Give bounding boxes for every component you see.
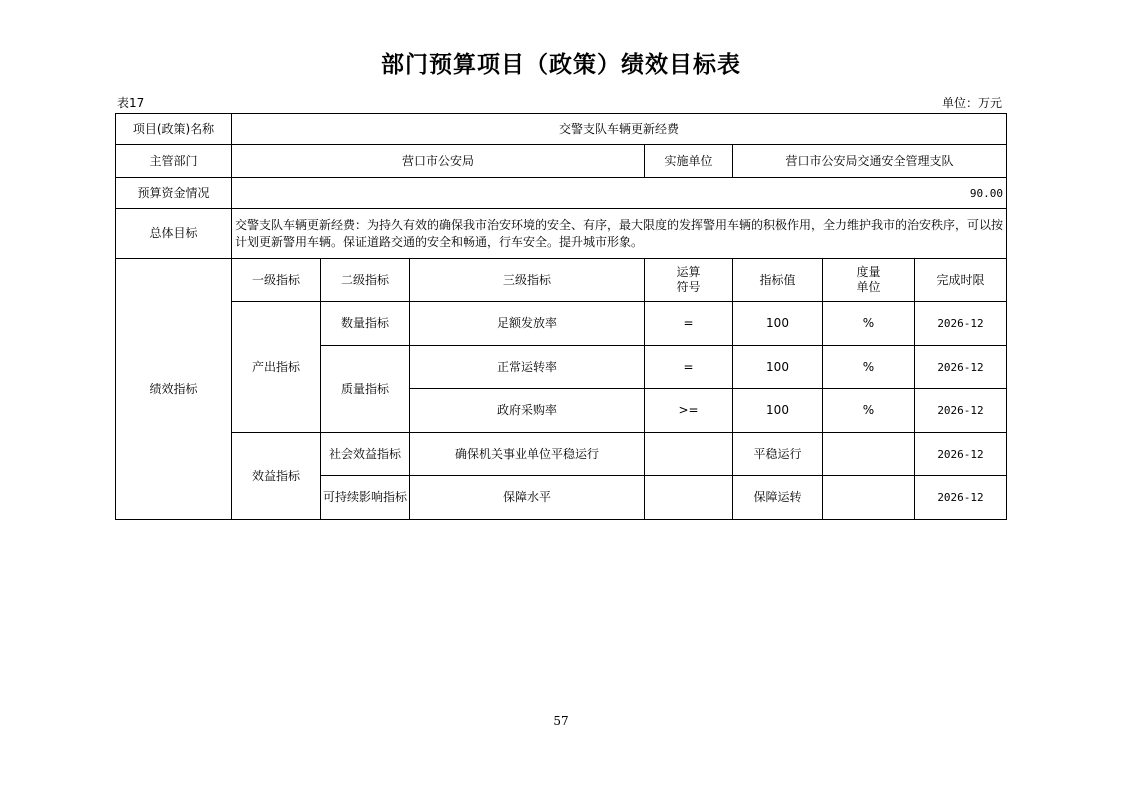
group-benefit: 效益指标: [232, 433, 321, 520]
level2-cell: 质量指标: [321, 346, 410, 433]
header-row: [116, 259, 1007, 302]
header-level1: 一级指标: [232, 259, 321, 302]
budget-row: [116, 178, 1007, 209]
target-cell: 100: [733, 389, 823, 433]
table-row: [116, 302, 1007, 346]
budget-value: 90.00: [232, 178, 1007, 209]
operator-cell: =: [645, 302, 733, 346]
deadline-cell: 2026-12: [915, 389, 1007, 433]
level3-cell: 足额发放率: [410, 302, 645, 346]
operator-cell: [645, 433, 733, 476]
target-cell: 100: [733, 302, 823, 346]
level3-cell: 政府采购率: [410, 389, 645, 433]
header-measure-unit: [823, 259, 915, 302]
level2-cell: 可持续影响指标: [321, 476, 410, 520]
goal-label: 总体目标: [116, 209, 232, 259]
impl-label: 实施单位: [645, 145, 733, 178]
operator-cell: [645, 476, 733, 520]
dept-value: 营口市公安局: [232, 145, 645, 178]
deadline-cell: 2026-12: [915, 346, 1007, 389]
header-level3: 三级指标: [410, 259, 645, 302]
page-number: 57: [553, 714, 569, 728]
deadline-cell: 2026-12: [915, 476, 1007, 520]
project-label: 项目(政策)名称: [116, 114, 232, 145]
header-level2: 二级指标: [321, 259, 410, 302]
header-operator-line1: 运算: [676, 265, 701, 279]
level3-cell: 确保机关事业单位平稳运行: [410, 433, 645, 476]
operator-cell: >=: [645, 389, 733, 433]
unit-cell: [823, 476, 915, 520]
goal-text: 交警支队车辆更新经费：为持久有效的确保我市治安环境的安全、有序，最大限度的发挥警用车辆的积极作用，全力维护我市的治安秩序，可以按计划更新警用车辆。保证道路交通的安全和畅通，行车安全。提升城市形象。: [232, 209, 1007, 259]
deadline-cell: 2026-12: [915, 433, 1007, 476]
header-deadline: 完成时限: [915, 259, 1007, 302]
perf-label: 绩效指标: [116, 259, 232, 520]
unit-cell: %: [823, 302, 915, 346]
goal-row: [116, 209, 1007, 259]
header-measure-line2: 单位: [856, 280, 881, 294]
header-measure-line1: 度量: [856, 265, 881, 279]
project-name: 交警支队车辆更新经费: [232, 114, 1007, 145]
impl-value: 营口市公安局交通安全管理支队: [733, 145, 1007, 178]
deadline-cell: 2026-12: [915, 302, 1007, 346]
table-number: 表17: [117, 96, 145, 110]
group-output: 产出指标: [232, 302, 321, 433]
target-cell: 保障运转: [733, 476, 823, 520]
dept-row: [116, 145, 1007, 178]
page-title: 部门预算项目（政策）绩效目标表: [381, 51, 741, 78]
target-cell: 100: [733, 346, 823, 389]
unit-label: 单位：万元: [941, 96, 1002, 110]
header-target: 指标值: [733, 259, 823, 302]
level3-cell: 保障水平: [410, 476, 645, 520]
operator-cell: =: [645, 346, 733, 389]
level3-cell: 正常运转率: [410, 346, 645, 389]
budget-label: 预算资金情况: [116, 178, 232, 209]
header-operator: [645, 259, 733, 302]
unit-cell: %: [823, 389, 915, 433]
unit-cell: %: [823, 346, 915, 389]
unit-cell: [823, 433, 915, 476]
performance-table: [115, 113, 1007, 520]
dept-label: 主管部门: [116, 145, 232, 178]
project-row: [116, 114, 1007, 145]
header-operator-line2: 符号: [676, 280, 701, 294]
table-row: [116, 433, 1007, 476]
level2-cell: 数量指标: [321, 302, 410, 346]
level2-cell: 社会效益指标: [321, 433, 410, 476]
target-cell: 平稳运行: [733, 433, 823, 476]
